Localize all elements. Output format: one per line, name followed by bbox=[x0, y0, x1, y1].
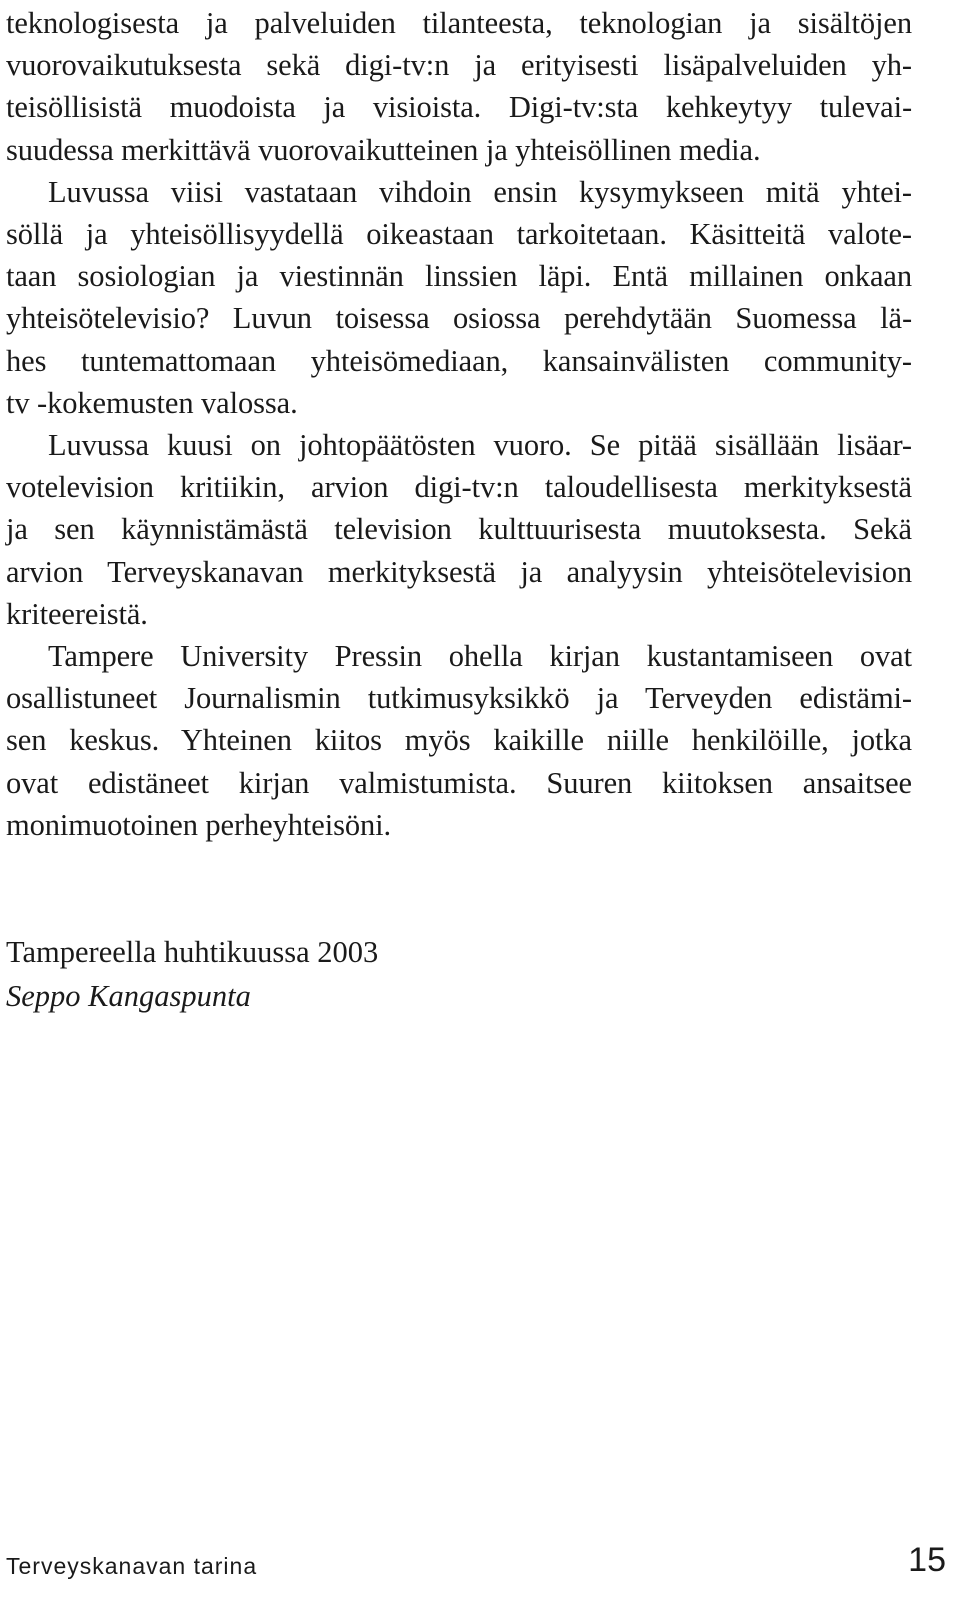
body-line: hes tuntemattomaan yhteisömediaan, kansainvälisten community- bbox=[6, 343, 912, 378]
page-footer bbox=[6, 1532, 946, 1580]
running-footer-title: Terveyskanavan tarina bbox=[6, 1553, 258, 1579]
body-line: taan sosiologian ja viestinnän linssien läpi. Entä millainen onkaan bbox=[6, 259, 912, 294]
place-date: Tampereella huhtikuussa 2003 bbox=[6, 935, 379, 969]
page-number: 15 bbox=[908, 1541, 946, 1579]
body-line: osallistuneet Journalismin tutkimusyksikkö ja Terveyden edistämi- bbox=[6, 681, 912, 716]
body-line: sen keskus. Yhteinen kiitos myös kaikille niille henkilöille, jotka bbox=[6, 723, 912, 758]
body-line: söllä ja yhteisöllisyydellä oikeastaan tarkoitetaan. Käsitteitä valote- bbox=[6, 217, 912, 252]
author-name: Seppo Kangaspunta bbox=[6, 979, 251, 1013]
body-text bbox=[6, 2, 912, 846]
body-line: tv -kokemusten valossa. bbox=[6, 385, 298, 420]
body-line: vuorovaikutuksesta sekä digi-tv:n ja erityisesti lisäpalveluiden yh- bbox=[6, 48, 912, 83]
body-line: Tampere University Pressin ohella kirjan kustantamiseen ovat bbox=[48, 639, 912, 674]
body-line: kriteereistä. bbox=[6, 596, 148, 631]
body-line: votelevision kritiikin, arvion digi-tv:n taloudellisesta merkityksestä bbox=[6, 470, 912, 505]
body-line: teknologisesta ja palveluiden tilanteesta, teknologian ja sisältöjen bbox=[6, 6, 912, 40]
signature-block bbox=[6, 930, 378, 1018]
body-line: Luvussa viisi vastataan vihdoin ensin kysymykseen mitä yhtei- bbox=[48, 174, 912, 209]
body-line: arvion Terveyskanavan merkityksestä ja analyysin yhteisötelevision bbox=[6, 554, 912, 589]
body-line: yhteisötelevisio? Luvun toisessa osiossa perehdytään Suomessa lä- bbox=[6, 301, 912, 336]
body-line: ja sen käynnistämästä television kulttuurisesta muutoksesta. Sekä bbox=[6, 512, 912, 547]
body-line: teisöllisistä muodoista ja visioista. Digi-tv:sta kehkeytyy tulevai- bbox=[6, 90, 912, 125]
body-line: monimuotoinen perheyhteisöni. bbox=[6, 807, 392, 842]
body-line: suudessa merkittävä vuorovaikutteinen ja yhteisöllinen media. bbox=[6, 132, 761, 167]
body-line: Luvussa kuusi on johtopäätösten vuoro. Se pitää sisällään lisäar- bbox=[48, 428, 912, 463]
body-line: ovat edistäneet kirjan valmistumista. Suuren kiitoksen ansaitsee bbox=[6, 765, 912, 800]
